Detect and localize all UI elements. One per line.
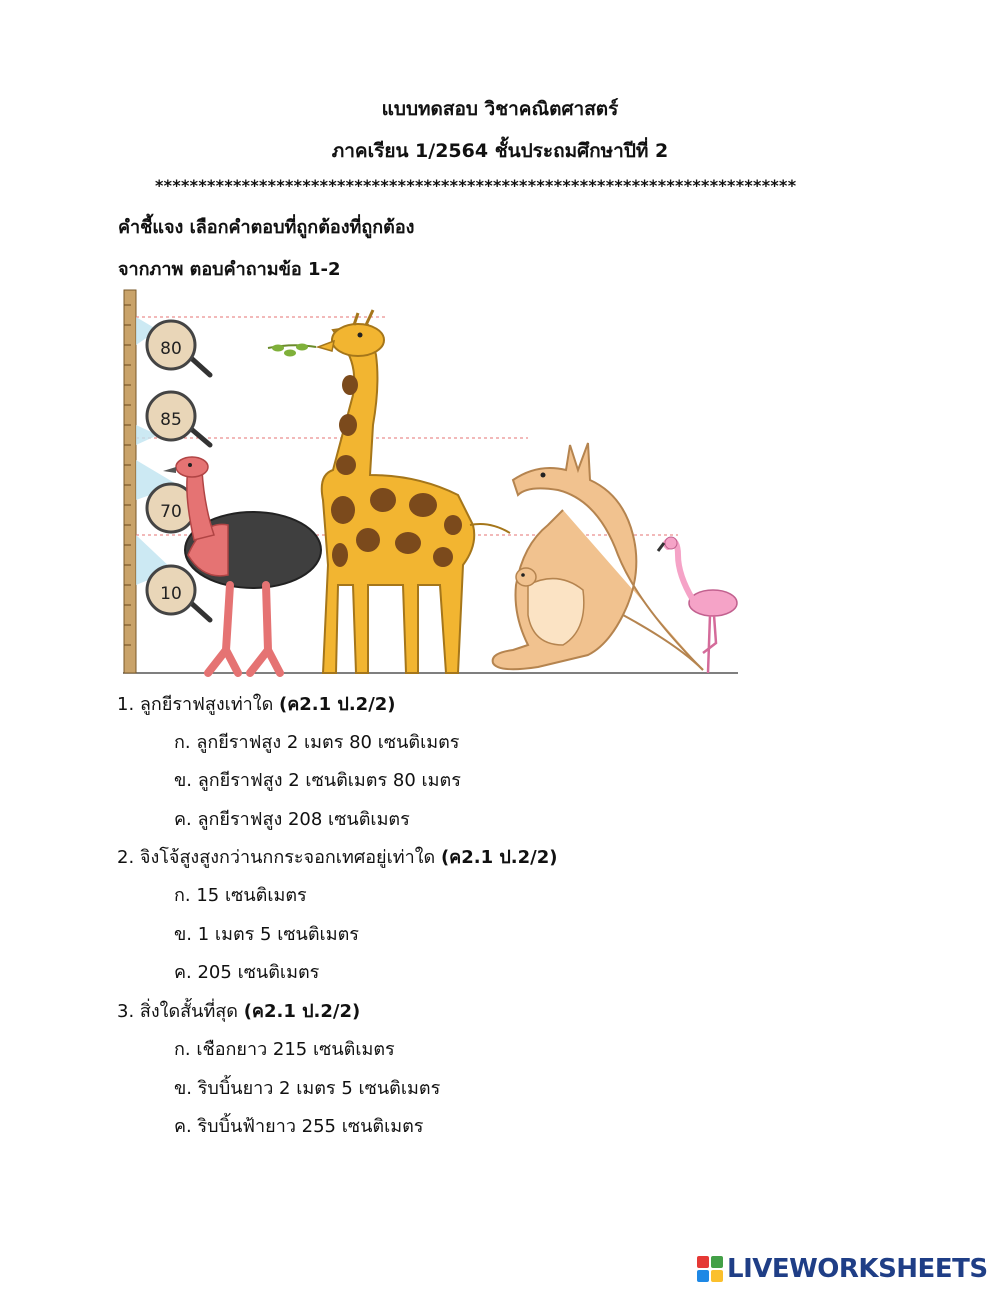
option-2b[interactable]: ข. 1 เมตร 5 เซนติเมตร <box>174 924 359 945</box>
brand-wordmark: LIVEWORKSHEETS <box>727 1254 988 1284</box>
giraffe-illustration <box>268 310 510 673</box>
question-1 <box>117 689 396 718</box>
flamingo-illustration <box>658 537 737 673</box>
liveworksheets-logo-icon <box>697 1256 723 1282</box>
figure-caption: จากภาพ ตอบคำถามข้อ 1-2 <box>118 259 341 280</box>
option-2c[interactable]: ค. 205 เซนติเมตร <box>174 962 320 983</box>
ostrich-illustration <box>163 457 321 673</box>
question-code: (ค2.1 ป.2/2) <box>243 1001 361 1022</box>
worksheet-title: แบบทดสอบ วิชาคณิตศาสตร์ <box>381 98 619 120</box>
worksheet-subtitle: ภาคเรียน 1/2564 ชั้นประถมศึกษาปีที่ 2 <box>331 140 669 162</box>
question-2 <box>117 842 557 871</box>
question-text: 3. สิ่งใดสั้นที่สุด <box>117 1001 244 1022</box>
option-1c[interactable]: ค. ลูกยีราฟสูง 208 เซนติเมตร <box>174 809 410 830</box>
option-3a[interactable]: ก. เชือกยาว 215 เซนติเมตร <box>174 1039 395 1060</box>
separator-line: ************************************************************************** <box>155 176 797 195</box>
kangaroo-illustration <box>493 443 703 670</box>
question-3 <box>117 996 360 1025</box>
question-code: (ค2.1 ป.2/2) <box>440 847 558 868</box>
instructions: คำชี้แจง เลือกคำตอบที่ถูกต้องที่ถูกต้อง <box>118 217 415 238</box>
magnifier-label: 10 <box>160 584 182 604</box>
magnifier-label: 80 <box>160 339 182 359</box>
animals-height-figure <box>118 285 758 680</box>
option-3c[interactable]: ค. ริบบิ้นฟ้ายาว 255 เซนติเมตร <box>174 1116 424 1137</box>
animals-height-illustration <box>118 285 758 680</box>
option-3b[interactable]: ข. ริบบิ้นยาว 2 เมตร 5 เซนติเมตร <box>174 1078 441 1099</box>
liveworksheets-logo <box>697 1254 988 1284</box>
magnifier-label: 70 <box>160 502 182 522</box>
option-1b[interactable]: ข. ลูกยีราฟสูง 2 เซนติเมตร 80 เมตร <box>174 770 461 791</box>
option-1a[interactable]: ก. ลูกยีราฟสูง 2 เมตร 80 เซนติเมตร <box>174 732 460 753</box>
magnifier-label: 85 <box>160 410 182 430</box>
option-2a[interactable]: ก. 15 เซนติเมตร <box>174 885 307 906</box>
question-text: 1. ลูกยีราฟสูงเท่าใด <box>117 694 279 715</box>
question-code: (ค2.1 ป.2/2) <box>279 694 396 715</box>
question-text: 2. จิงโจ้สูงสูงกว่านกกระจอกเทศอยู่เท่าใด <box>117 847 441 868</box>
